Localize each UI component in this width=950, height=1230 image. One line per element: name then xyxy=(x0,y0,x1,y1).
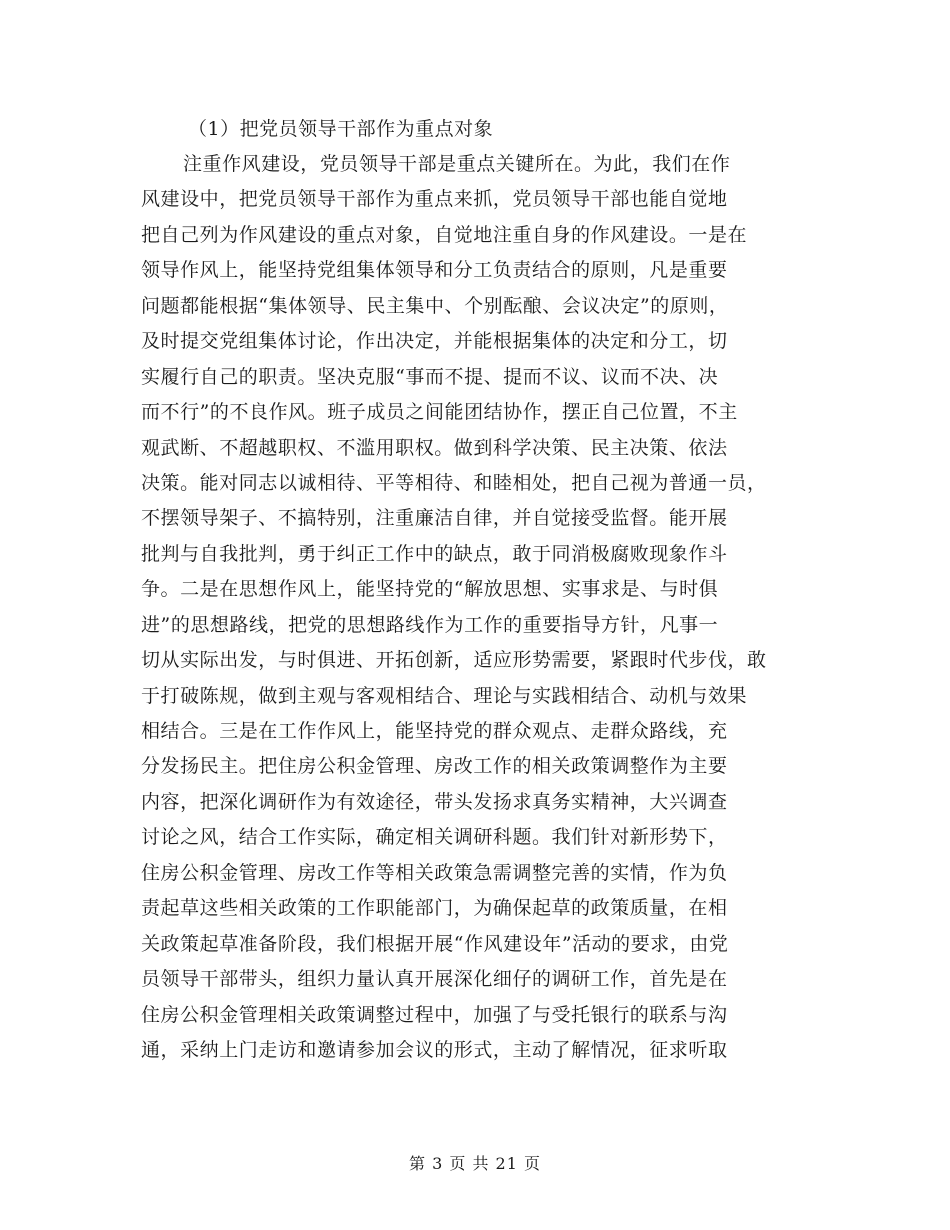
section-heading: （1）把党员领导干部作为重点对象 xyxy=(188,118,494,140)
paragraph-line: 不摆领导架子、不搞特别，注重廉洁自律，并自觉接受监督。能开展 xyxy=(141,507,728,530)
paragraph-line: 通，采纳上门走访和邀请参加会议的形式，主动了解情况，征求听取 xyxy=(141,1038,728,1061)
paragraph-line: 注重作风建设，党员领导干部是重点关键所在。为此，我们在作 xyxy=(183,153,731,175)
paragraph-line: 分发扬民主。把住房公积金管理、房改工作的相关政策调整作为主要 xyxy=(141,755,728,778)
paragraph-line: 责起草这些相关政策的工作职能部门，为确保起草的政策质量，在相 xyxy=(141,897,728,920)
paragraph-line: 相结合。三是在工作作风上，能坚持党的群众观点、走群众路线，充 xyxy=(141,720,728,742)
paragraph-line: 批判与自我批判，勇于纠正工作中的缺点，敢于同消极腐败现象作斗 xyxy=(141,542,728,565)
paragraph-line: 讨论之风，结合工作实际，确定相关调研科题。我们针对新形势下， xyxy=(141,826,728,849)
paragraph-line: 决策。能对同志以诚相待、平等相待、和睦相处，把自己视为普通一员， xyxy=(141,471,767,494)
paragraph-line: 于打破陈规，做到主观与客观相结合、理论与实践相结合、动机与效果 xyxy=(141,684,748,707)
body-paragraph xyxy=(141,147,821,1068)
paragraph-line: 领导作风上，能坚持党组集体领导和分工负责结合的原则，凡是重要 xyxy=(141,259,728,282)
paragraph-line: 员领导干部带头，组织力量认真开展深化细仔的调研工作，首先是在 xyxy=(141,968,728,991)
paragraph-line: 实履行自己的职责。坚决克服“事而不提、提而不议、议而不决、决 xyxy=(141,365,719,388)
paragraph-line: 把自己列为作风建设的重点对象，自觉地注重自身的作风建设。一是在 xyxy=(141,223,748,246)
paragraph-line: 切从实际出发，与时俱进、开拓创新，适应形势需要，紧跟时代步伐，敢 xyxy=(141,649,767,672)
paragraph-line: 及时提交党组集体讨论，作出决定，并能根据集体的决定和分工，切 xyxy=(141,330,728,353)
paragraph-line: 关政策起草准备阶段，我们根据开展“作风建设年”活动的要求，由党 xyxy=(141,932,729,955)
page-number-footer: 第 3 页 共 21 页 xyxy=(409,1154,541,1173)
paragraph-line: 内容，把深化调研作为有效途径，带头发扬求真务实精神，大兴调查 xyxy=(141,790,728,813)
paragraph-line: 住房公积金管理相关政策调整过程中，加强了与受托银行的联系与沟 xyxy=(141,1003,728,1026)
paragraph-line: 观武断、不超越职权、不滥用职权。做到科学决策、民主决策、依法 xyxy=(141,436,728,459)
paragraph-line: 风建设中，把党员领导干部作为重点来抓，党员领导干部也能自觉地 xyxy=(141,188,728,211)
paragraph-line: 进”的思想路线，把党的思想路线作为工作的重要指导方针，凡事一 xyxy=(141,613,719,636)
paragraph-line: 住房公积金管理、房改工作等相关政策急需调整完善的实情，作为负 xyxy=(141,861,728,884)
paragraph-line: 而不行”的不良作风。班子成员之间能团结协作，摆正自己位置，不主 xyxy=(141,401,738,424)
paragraph-line: 问题都能根据“集体领导、民主集中、个别酝酿、会议决定”的原则， xyxy=(141,294,729,317)
paragraph-line: 争。二是在思想作风上，能坚持党的“解放思想、实事求是、与时俱 xyxy=(141,578,719,601)
